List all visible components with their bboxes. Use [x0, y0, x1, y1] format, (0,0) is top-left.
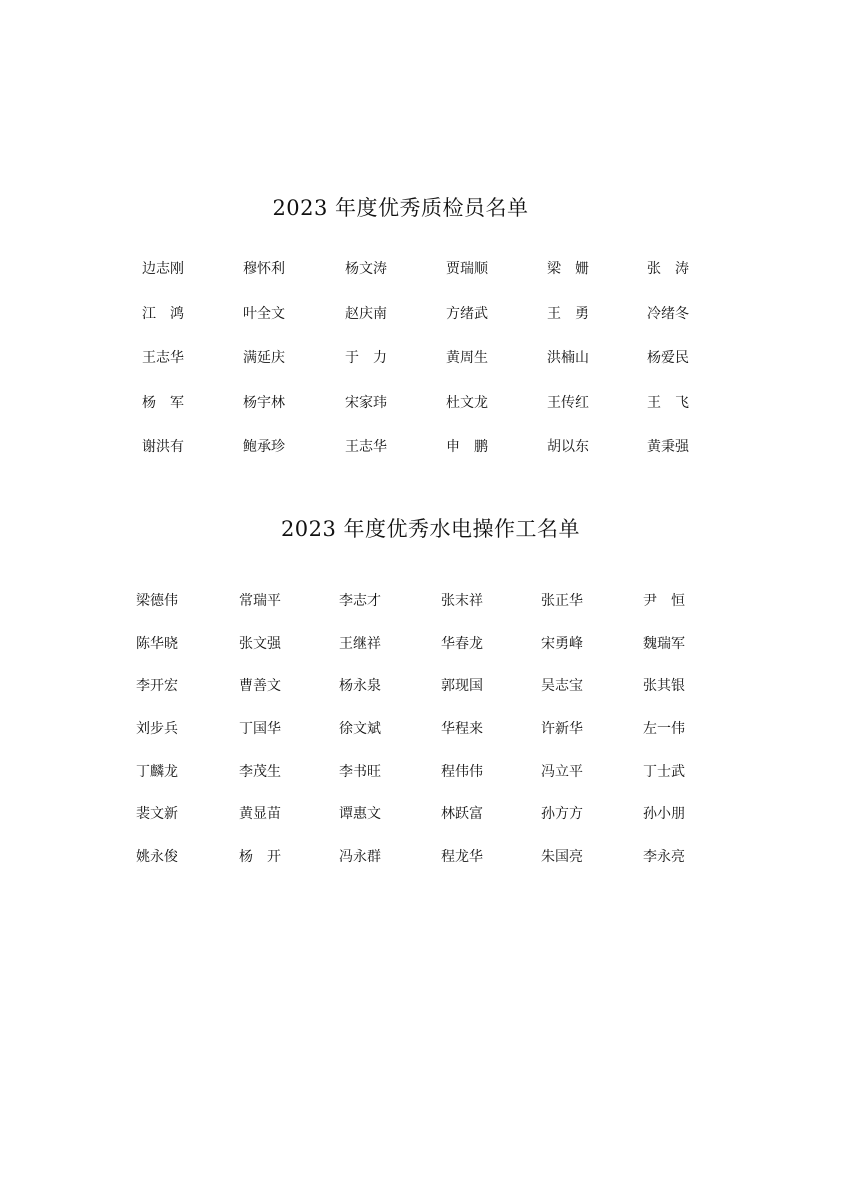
name-cell: 许新华	[541, 721, 583, 738]
name-cell: 贾瑞顺	[446, 261, 488, 277]
name-cell: 张文强	[239, 635, 281, 652]
name-cell: 王继祥	[339, 635, 381, 652]
name-cell: 曹善文	[239, 678, 281, 695]
name-cell: 鲍承珍	[243, 439, 285, 455]
name-cell: 程伟伟	[441, 763, 483, 780]
name-cell: 孙小朋	[643, 806, 685, 823]
name-cell: 方绪武	[446, 305, 488, 322]
name-cell: 边志刚	[142, 261, 184, 277]
name-cell: 宋家玮	[345, 394, 387, 411]
name-cell: 左一伟	[643, 721, 685, 738]
name-cell: 丁士武	[643, 763, 685, 780]
name-cell: 程龙华	[441, 849, 483, 866]
name-cell: 杨 开	[239, 849, 281, 866]
name-cell: 张 涛	[647, 261, 689, 277]
name-cell: 梁 姗	[547, 261, 589, 277]
name-cell: 黄显苗	[239, 806, 281, 823]
name-cell: 林跃富	[441, 806, 483, 823]
name-cell: 杨爱民	[647, 350, 689, 366]
name-cell: 王志华	[142, 350, 184, 366]
name-cell: 宋勇峰	[541, 635, 583, 652]
name-cell: 魏瑞军	[643, 635, 685, 652]
name-cell: 裴文新	[136, 806, 178, 823]
name-cell: 杨文涛	[345, 261, 387, 277]
name-cell: 冷绪冬	[647, 305, 689, 322]
name-cell: 杨永泉	[339, 678, 381, 695]
name-cell: 王 飞	[647, 394, 689, 411]
name-cell: 尹 恒	[643, 593, 685, 609]
name-cell: 孙方方	[541, 806, 583, 823]
name-cell: 李茂生	[239, 763, 281, 780]
name-cell: 洪楠山	[547, 350, 589, 366]
name-cell: 穆怀利	[243, 261, 285, 277]
name-cell: 黄秉强	[647, 439, 689, 455]
name-cell: 赵庆南	[345, 305, 387, 322]
name-cell: 刘步兵	[136, 721, 178, 738]
name-cell: 华春龙	[441, 635, 483, 652]
name-cell: 李开宏	[136, 678, 178, 695]
name-cell: 华程来	[441, 721, 483, 738]
name-cell: 李永亮	[643, 849, 685, 866]
section-title-quality-inspectors: 2023 年度优秀质检员名单	[272, 196, 529, 220]
name-cell: 李书旺	[339, 763, 381, 780]
name-cell: 张正华	[541, 593, 583, 609]
name-cell: 梁德伟	[136, 593, 178, 609]
name-cell: 谭惠文	[339, 806, 381, 823]
name-cell: 王志华	[345, 439, 387, 455]
name-cell: 叶全文	[243, 305, 285, 322]
name-cell: 王传红	[547, 394, 589, 411]
name-cell: 郭现国	[441, 678, 483, 695]
name-cell: 丁麟龙	[136, 763, 178, 780]
name-cell: 吴志宝	[541, 678, 583, 695]
name-cell: 于 力	[345, 350, 387, 366]
name-cell: 胡以东	[547, 439, 589, 455]
name-cell: 王 勇	[547, 305, 589, 322]
name-cell: 常瑞平	[239, 593, 281, 609]
name-cell: 江 鸿	[142, 305, 184, 322]
name-cell: 李志才	[339, 593, 381, 609]
section-title-hydro-electric-operators: 2023 年度优秀水电操作工名单	[280, 517, 581, 541]
name-cell: 冯立平	[541, 763, 583, 780]
name-cell: 朱国亮	[541, 849, 583, 866]
name-cell: 陈华晓	[136, 635, 178, 652]
name-cell: 杨 军	[142, 394, 184, 411]
name-cell: 张末祥	[441, 593, 483, 609]
name-cell: 满延庆	[243, 350, 285, 366]
name-cell: 丁国华	[239, 721, 281, 738]
name-cell: 谢洪有	[142, 439, 184, 455]
name-cell: 杨宇林	[243, 394, 285, 411]
name-cell: 黄周生	[446, 350, 488, 366]
name-cell: 姚永俊	[136, 849, 178, 866]
name-cell: 杜文龙	[446, 394, 488, 411]
name-cell: 徐文斌	[339, 721, 381, 738]
name-cell: 申 鹏	[446, 439, 488, 455]
name-cell: 冯永群	[339, 849, 381, 866]
name-cell: 张其银	[643, 678, 685, 695]
